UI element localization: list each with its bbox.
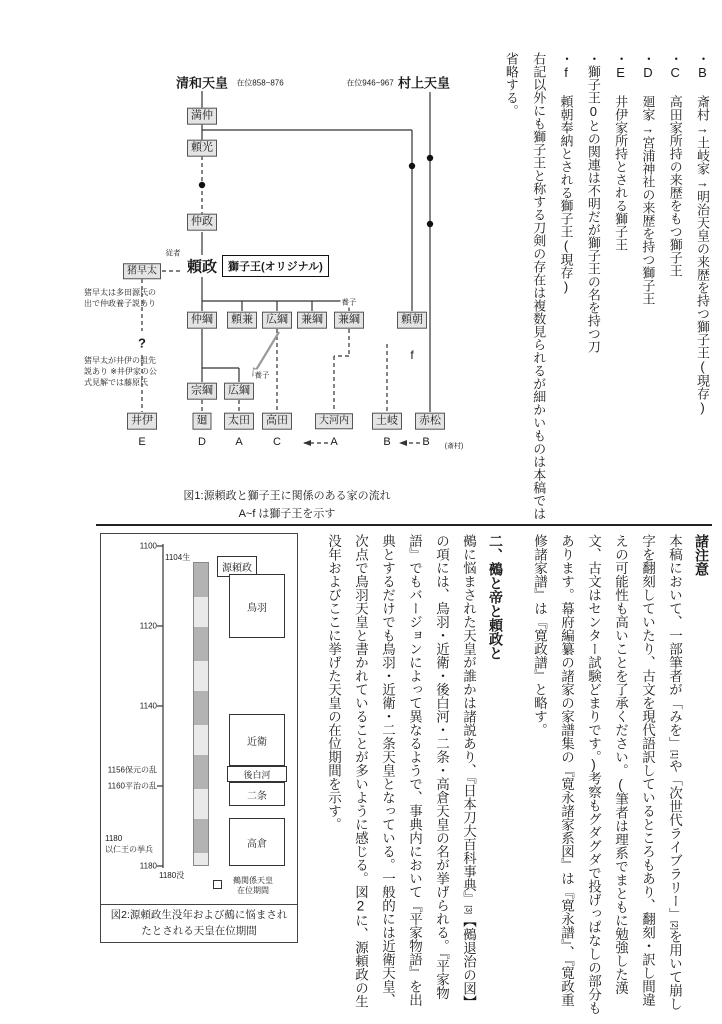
legend-swatch [213,880,222,889]
fig1-caption-line2: A~f は獅子王を示す [238,508,336,520]
notes-text-1: 本稿において、一部筆者が「みを」 [667,534,682,750]
sword-list [478,52,716,524]
node-yorikane: 頼兼 [227,312,257,329]
shishio-original-label: 獅子王(オリジナル) [222,255,329,277]
question-mark: ? [138,335,146,351]
node-hirotsuna-2: 広綱 [224,383,254,400]
node-mitsunaka: 満仲 [187,108,217,125]
notes-heading: 諸注意 [694,534,710,576]
axis-year-1100: 1100 [139,541,157,551]
node-yorimasa: 頼政 [186,258,218,276]
birth-year-label: 1104生 [165,553,191,562]
sword-item-d: ・D 廻家→宮浦神社の来歴を持つ獅子王 [640,52,656,305]
legend-text [225,876,281,896]
adopted-label-2: 養子 [254,370,270,380]
legend-line2: 在位期間 [237,886,269,895]
node-kanetsuna: 兼綱 [297,312,327,329]
retainer-label: 従者 [165,248,181,258]
axis-year-1120: 1120 [139,621,157,631]
note-ii-ancestor: 猪早太が井伊の祖先説あり ※井伊家の公式見解では藤原氏 [84,356,157,387]
axis-year-1140: 1140 [139,701,157,711]
fig1-caption-line1: 図1:源頼政と獅子王に関係のある家の流れ [183,490,391,502]
saimura-label: (斎村) [444,443,464,450]
sword-item-f: ・f 頼朝奉納とされる獅子王(現存) [558,52,574,294]
sword-letter-c: C [273,436,281,448]
node-nakamasa: 仲政 [187,214,217,231]
section2-text-2: 【鵺退治の図】の項には、鳥羽・近衛・後白河・二条・高倉天皇の名が挙げられる。『平家物語』でもバージョンによって異なるようで、事典内において『平家物語』を出典とするだけでも鳥羽・近衛・二条天皇となっている。一般的には近衛天皇、次点で鳥羽天皇と書かれていることが多いように感じる。図2に、源頼政の生没年およびここに挙げた天皇の在位期間を示す。 [326,534,476,1009]
murakami-reign-label: 在位946~967 [346,78,394,88]
legend-line1: 鵺関係天皇 [233,876,273,885]
family-ii: 井伊 [127,413,157,430]
sword-letter-b2: B [422,436,430,448]
reign-box-takakura: 高倉 [229,818,285,866]
notes-text-2: や「次世代ライブラリー」 [667,758,682,921]
sword-letter-a2: A [330,436,338,448]
axis-year-1180: 1180 [139,861,157,871]
footnote-ref-1: [1] [670,750,679,759]
section2-heading: 二、鵺と帝と頼政と [488,534,504,660]
yorimasa-lifespan-bar [193,562,209,866]
event-hogen-rebellion: 1156保元の乱 [107,765,157,775]
notes-paragraph [526,534,688,1016]
yorimasa-name-box: 源頼政 [217,556,257,577]
node-hirotsuna: 広綱 [262,312,292,329]
section2-text-1: 鵺に悩まされた天皇が誰かは諸説あり、『日本刀大百科事典』 [461,534,476,906]
sword-list-note: 右記以外にも獅子王と称する刀剣の存在は複数見られるが細かいものは本稿では省略する。 [503,52,547,520]
reign-box-nijo: 二条 [229,782,285,806]
event-mochihito-year: 1180 [105,834,123,843]
section-divider-rule [96,524,712,526]
note-inohayata-origin: 猪早太は多田源氏の出で仲政養子説あり [84,288,156,308]
sword-item-e: ・E 井伊家所持とされる獅子王 [613,52,629,251]
event-heiji-rebellion: 1160平治の乱 [107,781,157,791]
sword-letter-b1: B [383,436,391,448]
node-inohayata: 猪早太 [123,263,161,279]
figure-2-timeline [100,533,298,943]
family-akamatsu: 赤松 [415,413,445,430]
seiwa-reign-label: 在位858~876 [236,78,284,88]
notes-text-3: を用いて崩し字を翻刻していたり、古文を現代語訳しているところもあり、翻刻・訳し間違えの可能性も高いことを了承ください。(筆者は理系でまともに勉強した漢文、古文はセンター試験どまりです。)考察もグダグダで投げっぱなしの部分もあります。幕府編纂の諸家の家譜集の『寛永諸家系図』は『寛永譜』、『寛政重修諸家譜』は『寛政譜』と略す。 [532,534,682,1015]
family-okochi: 大河内 [315,413,353,429]
node-yoritomo: 頼朝 [397,312,427,329]
sword-letter-e: E [138,436,146,448]
sword-item-unknown: ・獅子王0との関連は不明だが獅子王の名を持つ刀 [585,52,601,353]
reign-box-goshirakawa: 後白河 [227,766,287,782]
sword-letter-d: D [198,436,206,448]
figure-1-family-tree [82,66,494,524]
sword-f-mark: f [410,348,414,362]
emperor-murakami-label: 村上天皇 [397,75,451,91]
reign-box-toba: 鳥羽 [229,574,285,638]
family-takada: 高田 [262,413,292,430]
fig2-caption: 図2:源頼政生没年および鵺に悩まされたとされる天皇在位期間 [101,904,297,942]
family-toki: 土岐 [372,413,402,430]
death-year-label: 1180没 [159,871,185,880]
family-ota: 太田 [224,413,254,430]
sword-item-c: ・C 高田家所持の来歴をもつ獅子王 [667,52,683,277]
family-meguri: 廻 [193,413,212,430]
section2-paragraph [320,534,482,1016]
node-munetsuna: 宗綱 [187,383,217,400]
node-yorimitsu: 頼光 [187,140,217,157]
reign-box-konoe: 近衛 [229,714,285,766]
adopted-label-1: 養子 [341,297,357,307]
event-mochihito-revolt: 以仁王の挙兵 [105,845,153,854]
sword-item-b: ・B 斎村→土岐家→明治天皇の来歴を持つ獅子王(現存) [695,52,710,415]
node-nakatsuna: 仲綱 [187,312,217,329]
sword-letter-a1: A [235,436,243,448]
footnote-ref-2: [2] [670,920,679,930]
body-text [302,534,716,1016]
emperor-seiwa-label: 清和天皇 [175,75,229,91]
node-kanetsuna-adopted: 兼綱 [334,312,364,329]
footnote-ref-3: [3] [464,905,473,915]
